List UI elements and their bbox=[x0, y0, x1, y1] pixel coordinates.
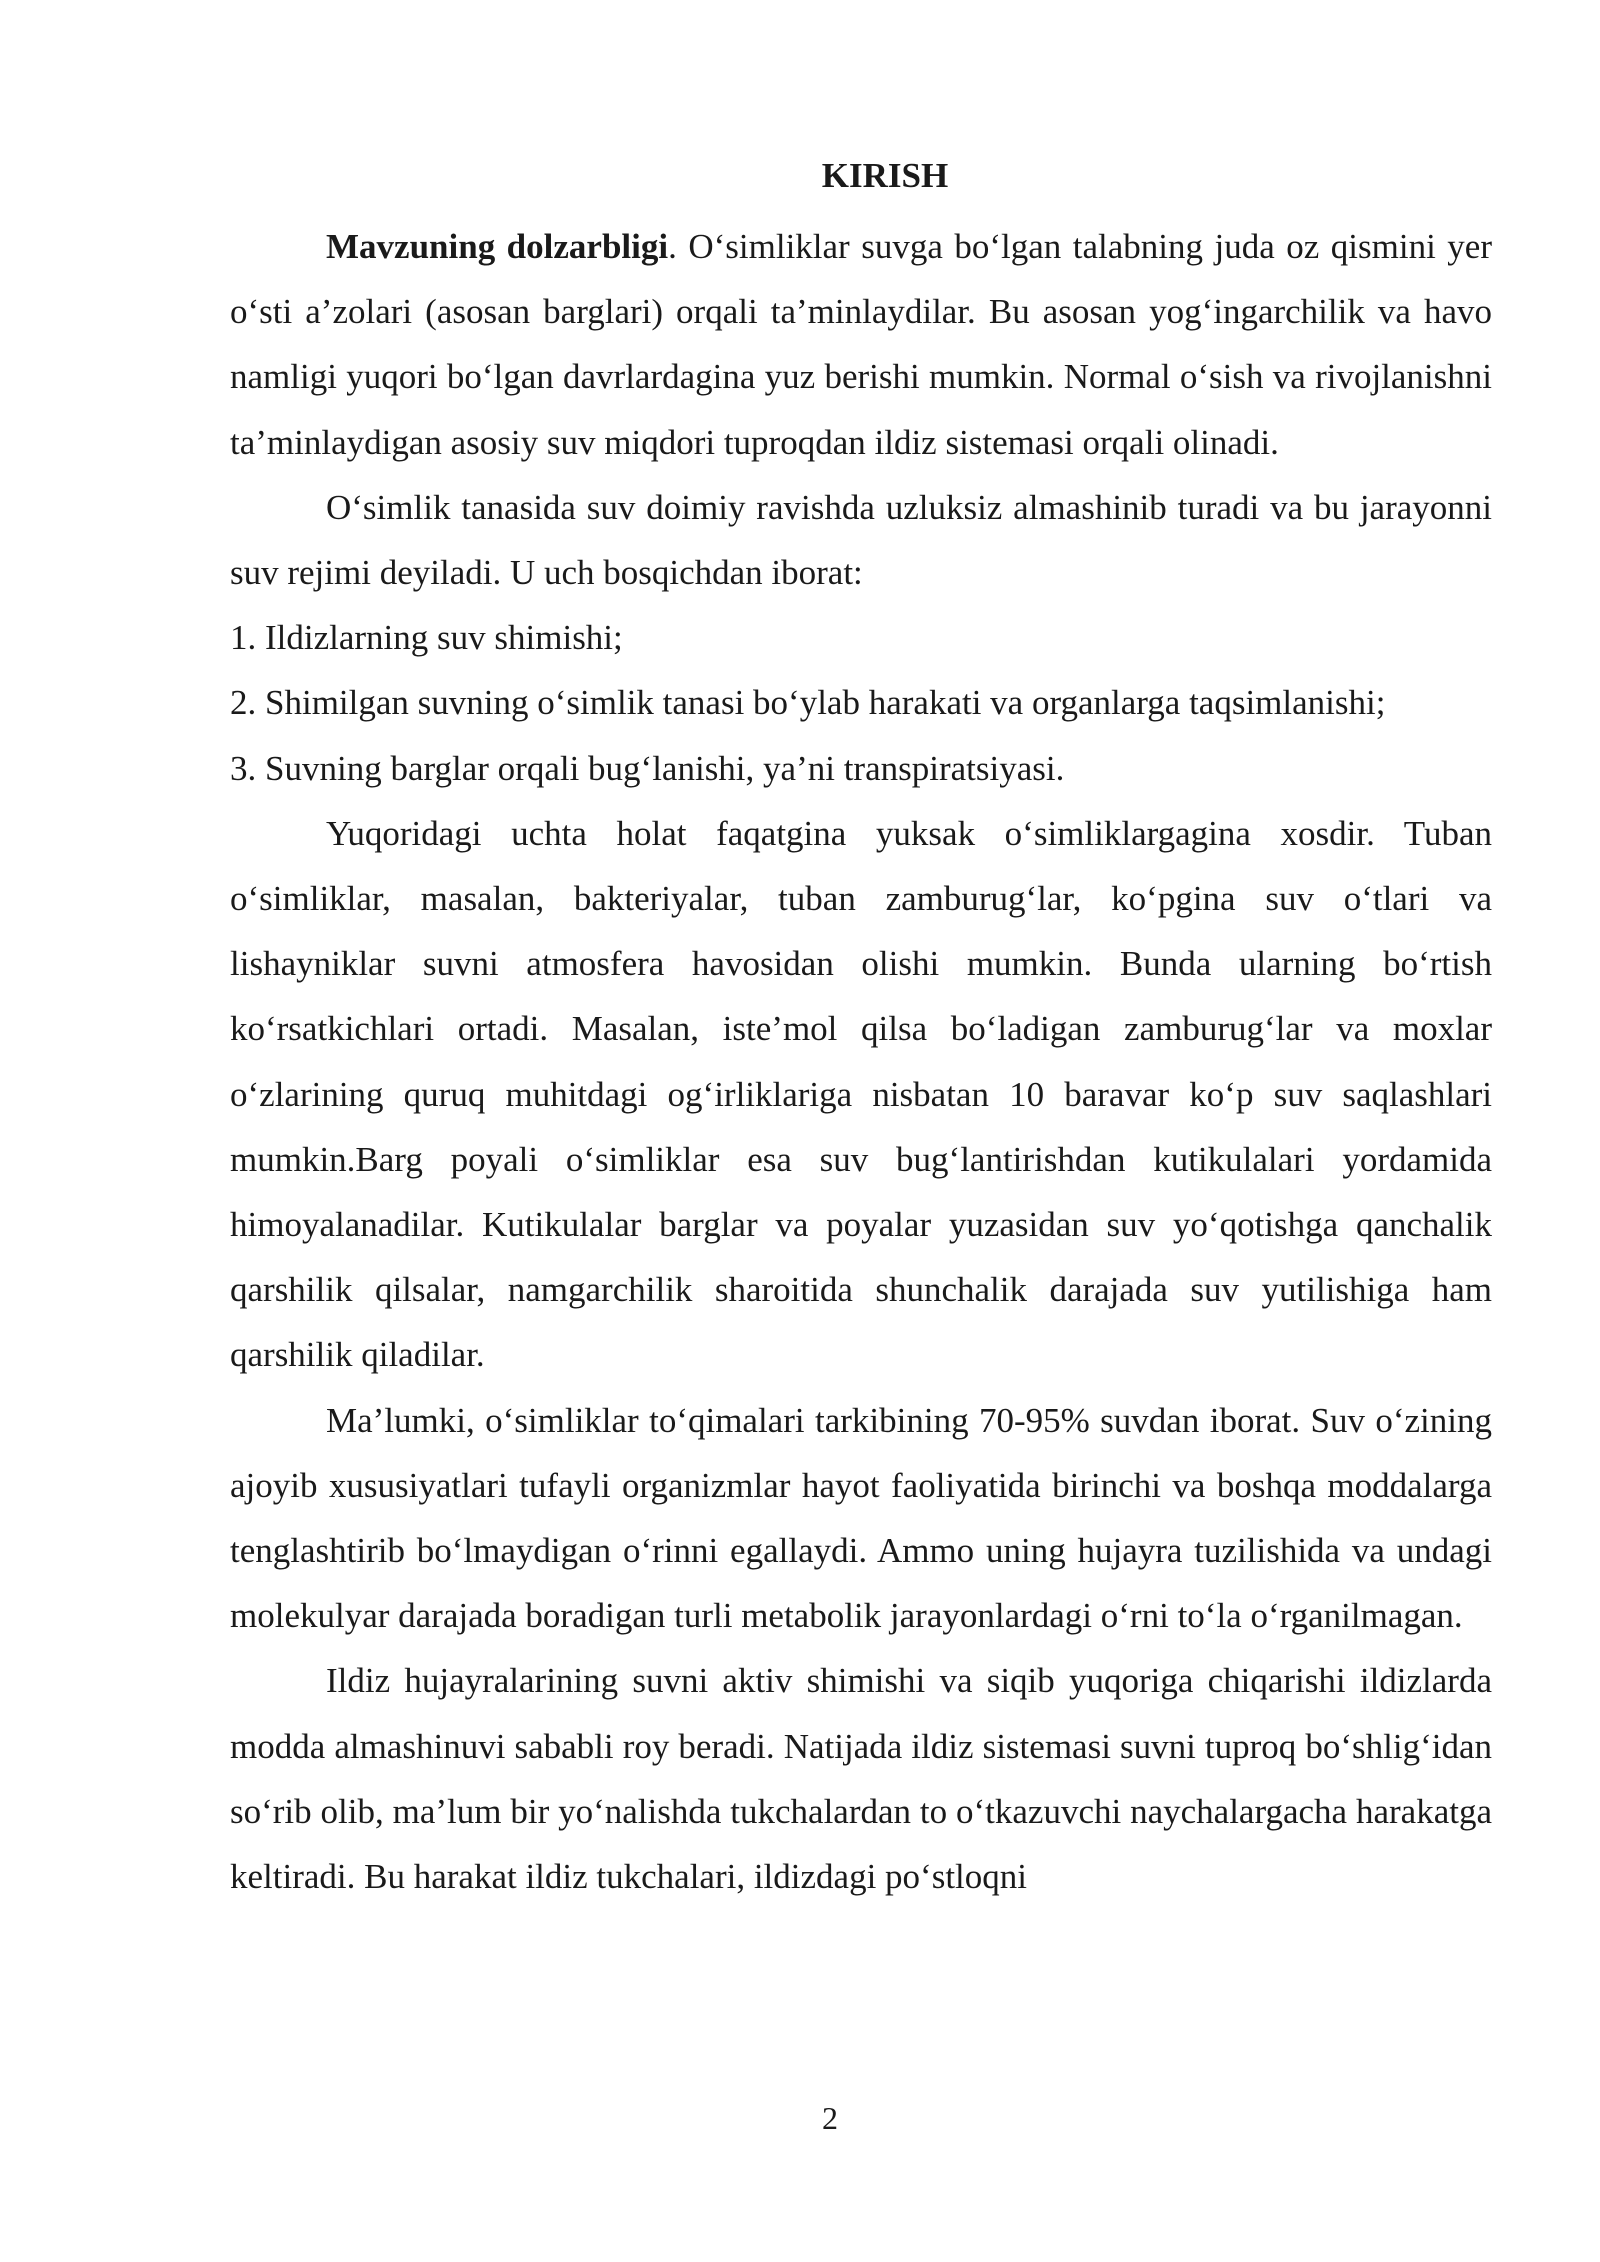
intro-text: . O‘simliklar suvga bo‘lgan talabning juda oz qismini yer o‘sti a’zolari (asosan barglari) orqali ta’minlaydilar. Bu asosan yog‘ingarchilik va havo namligi yuqori bo‘lgan davrlardagina yuz berishi mumkin. Normal o‘sish va rivojlanishni ta’minlaydigan asosiy suv miqdori tuproqdan ildiz sistemasi orqali olinadi. bbox=[230, 227, 1492, 462]
paragraph-root-absorption: Ildiz hujayralarining suvni aktiv shimishi va siqib yuqoriga chiqarishi ildizlarda modda almashinuvi sababli roy beradi. Natijada ildiz sistemasi suvni tuproq bo‘shlig‘idan so‘rib olib, ma’lum bir yo‘nalishda tukchalardan to o‘tkazuvchi naychalargacha harakatga keltiradi. Bu harakat ildiz tukchalari, ildizdagi po‘stloqni bbox=[230, 1661, 1492, 1897]
paragraph-water-regime: O‘simlik tanasida suv doimiy ravishda uzluksiz almashinib turadi va bu jarayonni suv rejimi deyiladi. U uch bosqichdan iborat: bbox=[230, 487, 1492, 593]
page-title: KIRISH bbox=[821, 156, 949, 195]
paragraph-lower-plants: Yuqoridagi uchta holat faqatgina yuksak o‘simliklargagina xosdir. Tuban o‘simliklar, masalan, bakteriyalar, tuban zamburug‘lar, ko‘pgina suv o‘tlari va lishayniklar suvni atmosfera havosidan olishi mumkin. Bunda ularning bo‘rtish ko‘rsatkichlari ortadi. Masalan, iste’mol qilsa bo‘ladigan zamburug‘lar va moxlar o‘zlarining quruq muhitdagi og‘irliklariga nisbatan 10 baravar ko‘p suv saqlashlari mumkin.Barg poyali o‘simliklar esa suv bug‘lantirishdan kutikulalari yordamida himoyalanadilar. Kutikulalar barglar va poyalar yuzasidan suv yo‘qotishga qanchalik qarshilik qilsalar, namgarchilik sharoitida shunchalik darajada suv yutilishiga ham qarshilik qiladilar. bbox=[230, 813, 1492, 1375]
document-page bbox=[230, 150, 1492, 1909]
list-item: 3. Suvning barglar orqali bug‘lanishi, ya’ni transpiratsiyasi. bbox=[230, 748, 1065, 788]
paragraph-water-content: Ma’lumki, o‘simliklar to‘qimalari tarkibining 70-95% suvdan iborat. Suv o‘zining ajoyib xususiyatlari tufayli organizmlar hayot faoliyatida birinchi va boshqa moddalarga tenglashtirib bo‘lmaydigan o‘rinni egallaydi. Ammo uning hujayra tuzilishida va undagi molekulyar darajada boradigan turli metabolik jarayonlardagi o‘rni to‘la o‘rganilmagan. bbox=[230, 1400, 1492, 1636]
list-item: 2. Shimilgan suvning o‘simlik tanasi bo‘ylab harakati va organlarga taqsimlanishi; bbox=[230, 683, 1386, 723]
list-item: 1. Ildizlarning suv shimishi; bbox=[230, 618, 623, 658]
intro-lead: Mavzuning dolzarbligi bbox=[326, 227, 669, 266]
intro-paragraph bbox=[230, 214, 1492, 475]
page-number: 2 bbox=[822, 2100, 838, 2136]
